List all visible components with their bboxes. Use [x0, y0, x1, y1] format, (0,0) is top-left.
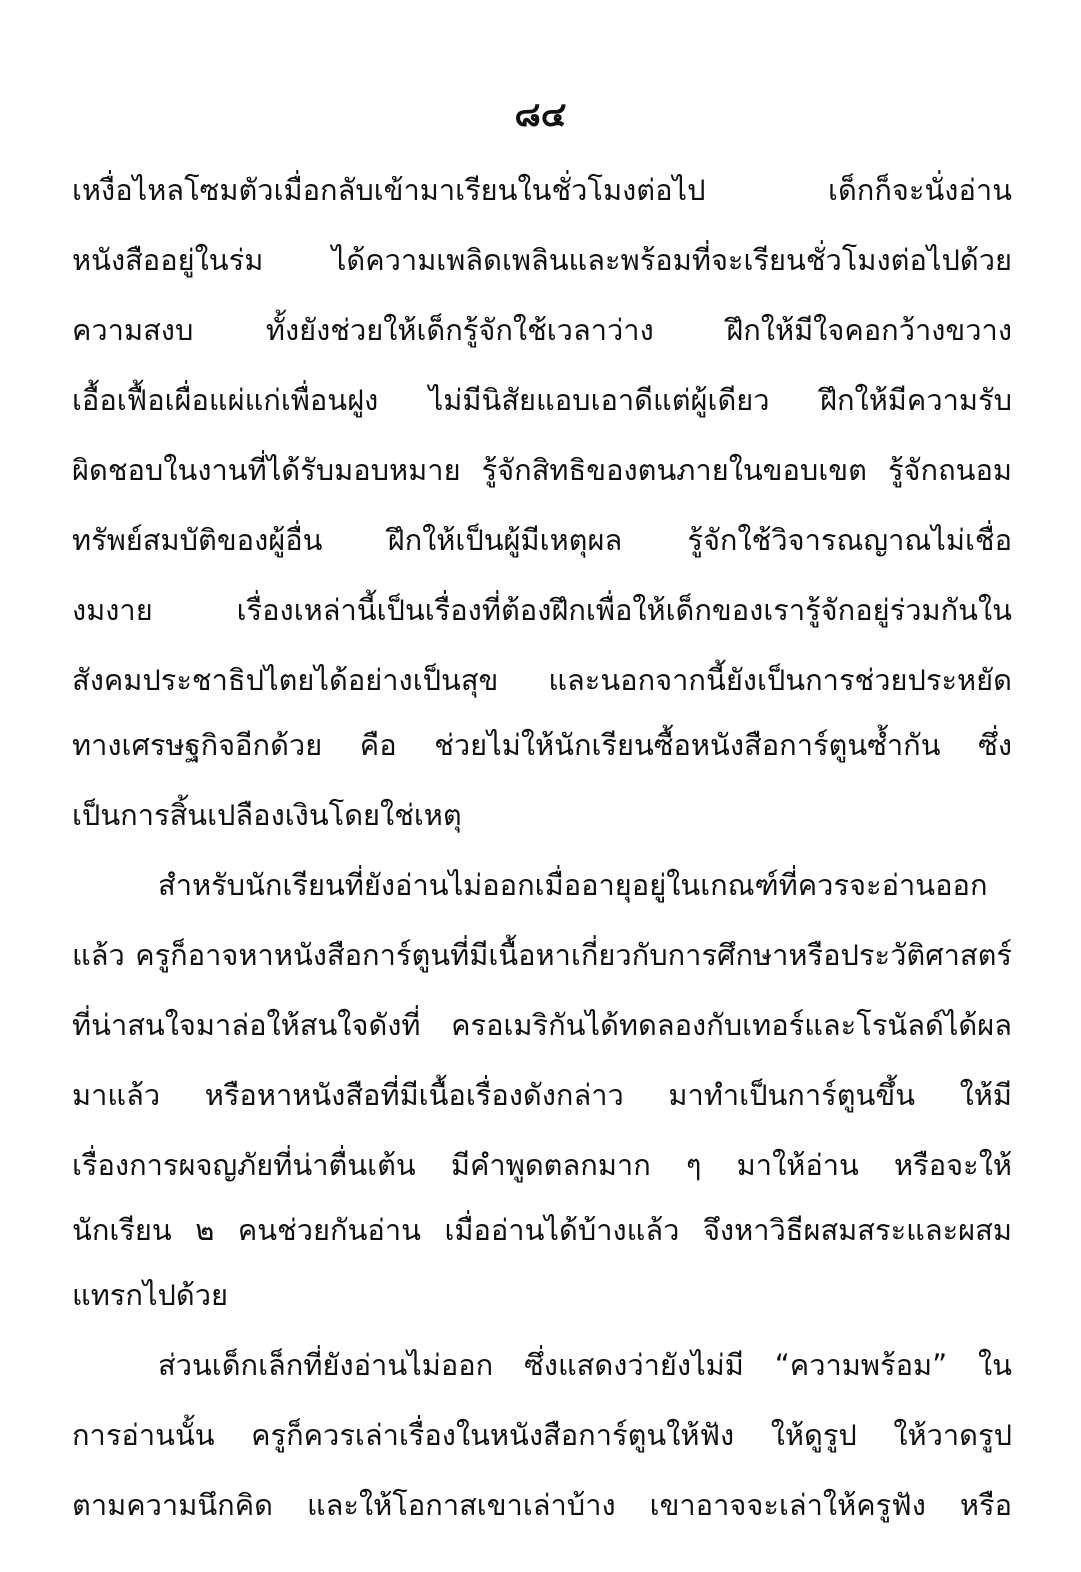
text-line: สังคมประชาธิปไตยได้อย่างเป็นสุข และนอกจากนี้ยังเป็นการช่วยประหยัด — [72, 663, 1012, 697]
text-line: ที่น่าสนใจมาล่อให้สนใจดังที่ ครอเมริกันได้ทดลองกับเทอร์และโรนัลด์ได้ผล — [72, 1008, 1012, 1042]
text-line: นักเรียน ๒ คนช่วยกันอ่าน เมื่ออ่านได้บ้างแล้ว จึงหาวิธีผสมสระและผสม — [72, 1213, 1012, 1247]
paragraph-first-line: สำหรับนักเรียนที่ยังอ่านไม่ออกเมื่ออายุอยู่ในเกณฑ์ที่ควรจะอ่านออก — [158, 868, 988, 902]
text-line: ทรัพย์สมบัติของผู้อื่น ฝึกให้เป็นผู้มีเหตุผล รู้จักใช้วิจารณญาณไม่เชื่อ — [72, 523, 1012, 557]
text-line: หนังสืออยู่ในร่ม ได้ความเพลิดเพลินและพร้อมที่จะเรียนชั่วโมงต่อไปด้วย — [72, 243, 1012, 277]
text-line: แทรกไปด้วย — [72, 1278, 229, 1312]
page-number: ๘๔ — [514, 95, 567, 135]
text-line: ทางเศรษฐกิจอีกด้วย คือ ช่วยไม่ให้นักเรียนซื้อหนังสือการ์ตูนซ้ำกัน ซึ่ง — [72, 728, 1012, 762]
text-line: เป็นการสิ้นเปลืองเงินโดยใช่เหตุ — [72, 798, 462, 832]
text-line: เอื้อเฟื้อเผื่อแผ่แก่เพื่อนฝูง ไม่มีนิสัยแอบเอาดีแต่ผู้เดียว ฝึกให้มีความรับ — [72, 383, 1012, 417]
text-line: งมงาย เรื่องเหล่านี้เป็นเรื่องที่ต้องฝึกเพื่อให้เด็กของเรารู้จักอยู่ร่วมกันใน — [72, 593, 1012, 627]
text-line: ตามความนึกคิด และให้โอกาสเขาเล่าบ้าง เขาอาจจะเล่าให้ครูฟัง หรือ — [72, 1488, 1012, 1522]
text-line: แล้ว ครูก็อาจหาหนังสือการ์ตูนที่มีเนื้อหาเกี่ยวกับการศึกษาหรือประวัติศาสตร์ — [72, 938, 1012, 972]
text-line: มาแล้ว หรือหาหนังสือที่มีเนื้อเรื่องดังกล่าว มาทำเป็นการ์ตูนขึ้น ให้มี — [72, 1078, 1012, 1112]
text-line: เรื่องการผจญภัยที่น่าตื่นเต้น มีคำพูดตลกมาก ๆ มาให้อ่าน หรือจะให้ — [72, 1148, 1012, 1182]
paragraph-first-line: ส่วนเด็กเล็กที่ยังอ่านไม่ออก ซึ่งแสดงว่ายังไม่มี “ความพร้อม” ใน — [158, 1348, 1012, 1382]
text-line: เหงื่อไหลโซมตัวเมื่อกลับเข้ามาเรียนในชั่วโมงต่อไป เด็กก็จะนั่งอ่าน — [72, 173, 1012, 207]
text-line: การอ่านนั้น ครูก็ควรเล่าเรื่องในหนังสือการ์ตูนให้ฟัง ให้ดูรูป ให้วาดรูป — [72, 1418, 1012, 1452]
text-line: ผิดชอบในงานที่ได้รับมอบหมาย รู้จักสิทธิของตนภายในขอบเขต รู้จักถนอม — [72, 453, 1012, 487]
text-line: ความสงบ ทั้งยังช่วยให้เด็กรู้จักใช้เวลาว่าง ฝึกให้มีใจคอกว้างขวาง — [72, 313, 1012, 347]
